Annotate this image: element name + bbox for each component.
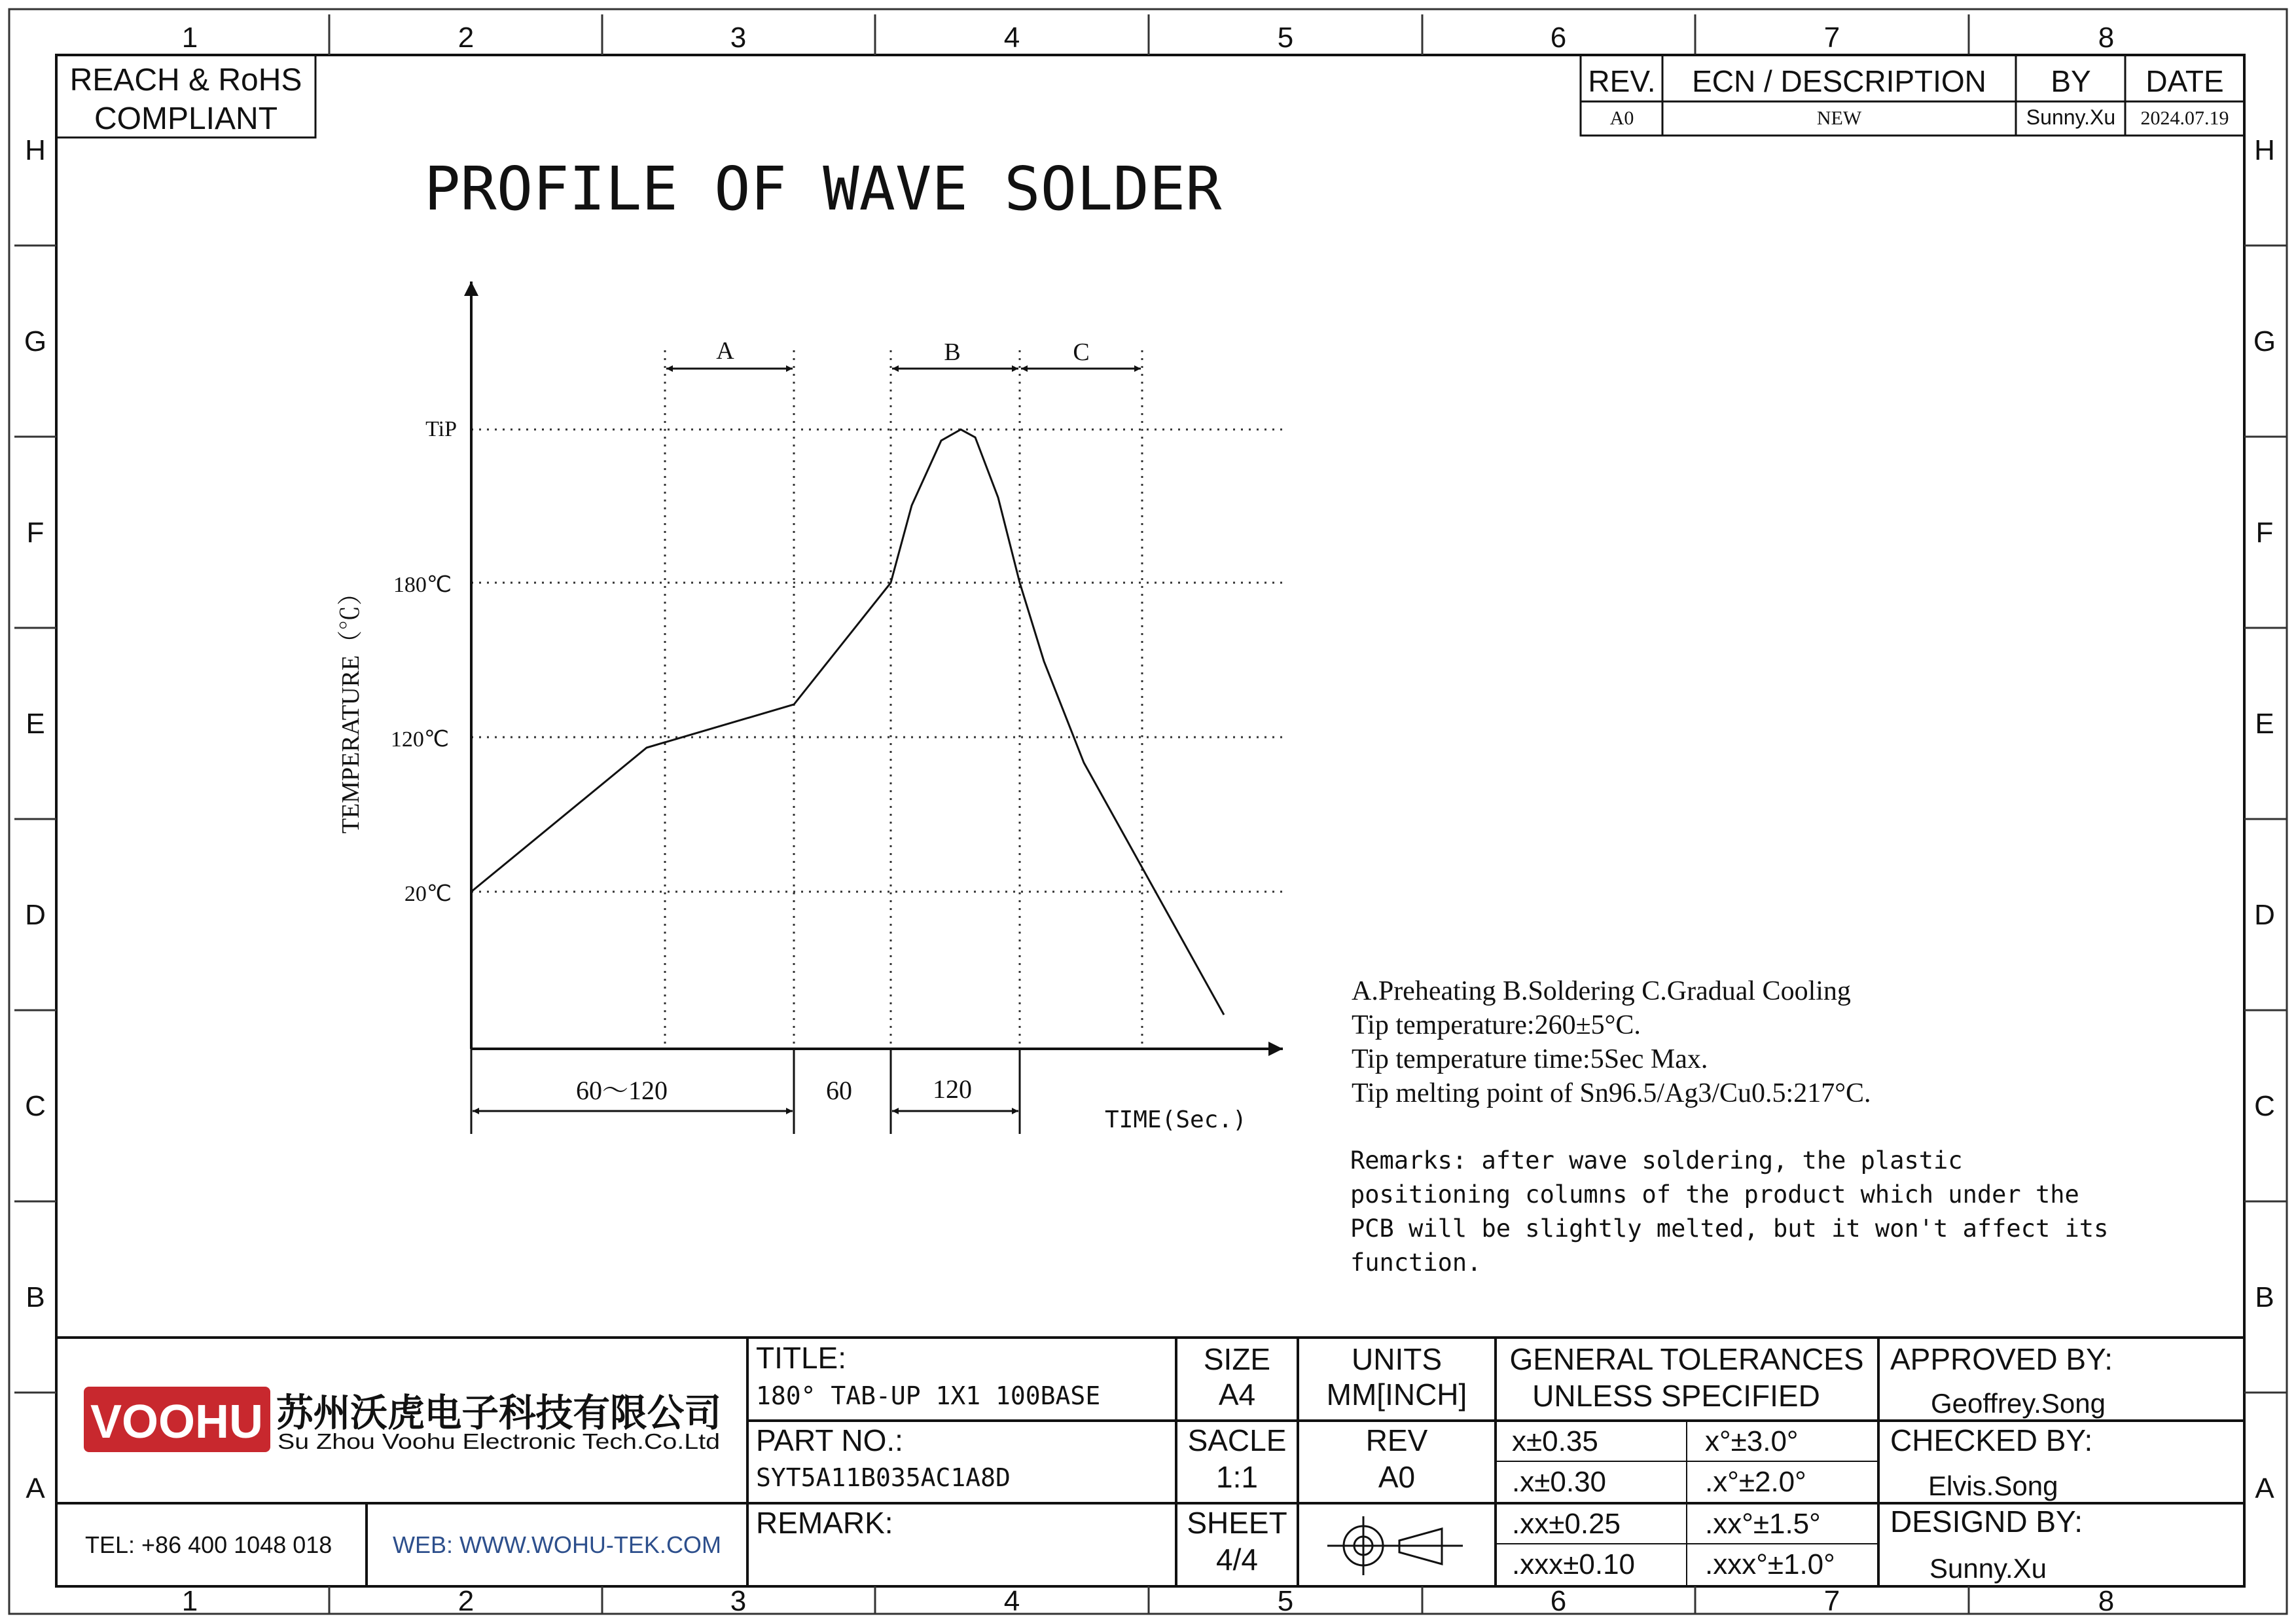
sheet-value: 4/4 [1216,1542,1258,1577]
company-name-cn: 苏州沃虎电子科技有限公司 [276,1392,721,1434]
remarks-line: PCB will be slightly melted, but it won't affect its [1350,1214,2109,1243]
ecn-cell: NEW [1816,107,1862,129]
row-label: C [2254,1090,2275,1122]
row-label: B [2255,1281,2274,1313]
tol-angular: .xxx°±1.0° [1705,1548,1835,1580]
rev-cell: A0 [1609,107,1634,129]
col-label: 8 [2098,1585,2115,1617]
drawing-title: PROFILE OF WAVE SOLDER [424,154,1222,224]
tol-angular: .xx°±1.5° [1705,1508,1821,1540]
row-label: A [2255,1472,2274,1504]
chart-gridlines [471,429,1286,892]
remarks-line: Remarks: after wave soldering, the plastic [1350,1146,1963,1175]
tol-angular: x°±3.0° [1705,1425,1799,1457]
ecn-header: ECN / DESCRIPTION [1692,64,1986,98]
notes [1352,976,1871,1108]
compliance-line-1: REACH & RoHS [69,63,302,98]
col-label: 7 [1823,1585,1840,1617]
col-label: 1 [181,22,198,54]
row-label: E [26,708,45,740]
col-label: 6 [1550,1585,1567,1617]
notes-tip-temp: Tip temperature:260±5°C. [1352,1010,1641,1040]
col-label: 7 [1823,22,1840,54]
segment-label-2: 60 [826,1076,852,1105]
logo-text: VOOHU [90,1396,264,1448]
tol-angular: .x°±2.0° [1705,1466,1806,1498]
row-label: G [2253,325,2276,357]
part-value: SYT5A11B035AC1A8D [756,1463,1011,1492]
segment-label-1: 60～120 [576,1076,668,1105]
rev-label: REV [1365,1423,1428,1457]
row-label: D [25,899,46,931]
x-axis-title: TIME(Sec.) [1105,1106,1247,1133]
tel: TEL: +86 400 1048 018 [85,1531,332,1558]
row-label: C [25,1090,46,1122]
web-link[interactable]: WEB: WWW.WOHU-TEK.COM [393,1531,721,1558]
checked-label: CHECKED BY: [1890,1423,2093,1457]
compliance-line-2: COMPLIANT [94,101,278,136]
row-label: H [2254,134,2275,166]
designed-label: DESIGND BY: [1890,1504,2083,1539]
tolerance-title-1: GENERAL TOLERANCES [1509,1342,1864,1376]
notes-tip-melt: Tip melting point of Sn96.5/Ag3/Cu0.5:217°C. [1352,1078,1871,1108]
approved-label: APPROVED BY: [1890,1342,2113,1376]
row-label: F [26,517,45,549]
row-label: E [2255,708,2274,740]
tolerance-title-2: UNLESS SPECIFIED [1532,1379,1820,1413]
row-label: A [26,1472,45,1504]
designed-value: Sunny.Xu [1929,1553,2047,1584]
rev-value: A0 [1378,1460,1416,1494]
scale-value: 1:1 [1216,1460,1258,1494]
col-label: 5 [1277,22,1294,54]
col-label: 3 [730,1585,747,1617]
title-label: TITLE: [756,1341,847,1375]
col-label: 2 [457,1585,475,1617]
part-label: PART NO.: [756,1423,903,1457]
y-tick-label: 20℃ [404,882,452,906]
zone-lines [665,350,1142,1048]
projection-symbol-icon [1327,1516,1463,1575]
units-label: UNITS [1352,1342,1442,1376]
remarks-line: function. [1350,1249,1482,1277]
y-tick-label: 180℃ [393,573,452,597]
y-tick-label: TiP [425,417,457,441]
date-header: DATE [2145,64,2224,98]
tol-linear: .xxx±0.10 [1512,1548,1636,1580]
size-value: A4 [1218,1377,1256,1412]
row-label: B [26,1281,45,1313]
col-label: 3 [730,22,747,54]
zone-c-label: C [1073,338,1090,366]
tol-linear: .x±0.30 [1512,1466,1607,1498]
row-label: D [2254,899,2275,931]
remarks-line: positioning columns of the product which under the [1350,1180,2079,1209]
rev-header: REV. [1588,64,1656,98]
row-label: H [25,134,46,166]
col-label: 4 [1003,22,1020,54]
approved-value: Geoffrey.Song [1931,1388,2106,1419]
segment-label-3: 120 [933,1074,972,1104]
date-cell: 2024.07.19 [2140,107,2229,129]
y-axis-title: TEMPERATURE（℃） [337,580,365,834]
sheet-label: SHEET [1187,1506,1287,1540]
notes-zones-legend: A.Preheating B.Soldering C.Gradual Cooling [1352,976,1851,1006]
col-label: 4 [1003,1585,1020,1617]
chart [337,282,1286,1134]
col-label: 1 [181,1585,198,1617]
zone-a-label: A [716,337,734,365]
size-label: SIZE [1203,1342,1271,1376]
row-label: F [2255,517,2274,549]
remarks [1350,1146,2108,1277]
row-label: G [24,325,47,357]
company-name-en: Su Zhou Voohu Electronic Tech.Co.Ltd [278,1429,720,1453]
zone-b-label: B [944,338,961,366]
tol-linear: x±0.35 [1512,1425,1598,1457]
col-label: 8 [2098,22,2115,54]
col-label: 6 [1550,22,1567,54]
checked-value: Elvis.Song [1928,1470,2058,1501]
profile-curve [471,429,1224,1015]
y-tick-label: 120℃ [390,727,449,752]
col-label: 2 [457,22,475,54]
by-header: BY [2051,64,2091,98]
scale-label: SACLE [1187,1423,1287,1457]
title-value: 180° TAB-UP 1X1 100BASE [756,1381,1101,1410]
company-logo [84,1387,270,1452]
notes-tip-time: Tip temperature time:5Sec Max. [1352,1044,1708,1074]
tol-linear: .xx±0.25 [1512,1508,1621,1540]
remark-label: REMARK: [756,1506,893,1540]
col-label: 5 [1277,1585,1294,1617]
units-value: MM[INCH] [1326,1377,1467,1412]
by-cell: Sunny.Xu [2026,105,2116,129]
